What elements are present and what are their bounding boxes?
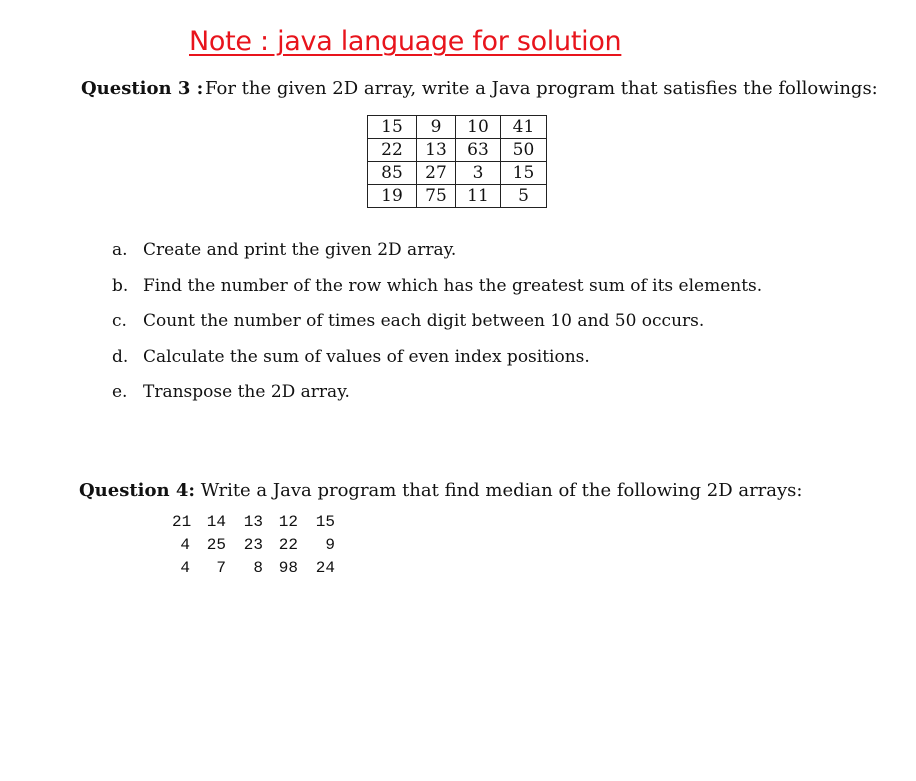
question-3-text: For the given 2D array, write a Java program that satisfies the followings: (205, 78, 878, 99)
matrix-cell: 3 (456, 162, 501, 185)
matrix-cell: 50 (501, 139, 547, 162)
matrix-cell: 75 (417, 185, 456, 208)
task-marker: e. (112, 382, 128, 402)
task-marker: b. (112, 275, 129, 296)
question-3-task-list (112, 240, 762, 418)
matrix-cell: 15 (501, 162, 547, 185)
array-value: 98 (278, 559, 298, 577)
list-item (112, 240, 762, 276)
task-marker: a. (112, 240, 128, 260)
matrix-cell: 41 (501, 116, 547, 139)
question-4-label: Question 4: (79, 480, 196, 501)
task-text: Transpose the 2D array. (143, 382, 350, 402)
array-value: 4 (180, 559, 190, 577)
matrix-cell: 19 (368, 185, 417, 208)
array-value: 9 (325, 536, 335, 554)
matrix-cell: 22 (368, 139, 417, 162)
array-value: 22 (278, 536, 298, 554)
question-3-label: Question 3 : (81, 78, 204, 99)
array-value: 23 (243, 536, 263, 554)
array-value: 13 (243, 513, 263, 531)
matrix-cell: 9 (417, 116, 456, 139)
array-value: 12 (278, 513, 298, 531)
question-3-matrix (367, 115, 547, 208)
array-value: 24 (315, 559, 335, 577)
list-item (112, 311, 762, 347)
array-value: 21 (172, 513, 192, 531)
matrix-row (368, 162, 547, 185)
task-marker: d. (112, 346, 129, 367)
matrix-row (368, 116, 547, 139)
array-value: 4 (180, 536, 190, 554)
matrix-cell: 11 (456, 185, 501, 208)
question-4 (79, 480, 803, 501)
matrix-cell: 5 (501, 185, 547, 208)
matrix-cell: 13 (417, 139, 456, 162)
matrix-row (368, 139, 547, 162)
array-row (172, 559, 335, 582)
list-item (112, 347, 762, 383)
question-4-array (172, 513, 335, 582)
list-item (112, 382, 762, 418)
note-heading: Note : java language for solution (189, 26, 622, 57)
matrix-cell: 10 (456, 116, 501, 139)
matrix-cell: 63 (456, 139, 501, 162)
matrix-cell: 27 (417, 162, 456, 185)
array-value: 14 (206, 513, 226, 531)
task-text: Count the number of times each digit between 10 and 50 occurs. (143, 311, 705, 331)
array-value: 25 (206, 536, 226, 554)
array-value: 8 (253, 559, 263, 577)
array-row (172, 536, 335, 559)
array-value: 15 (315, 513, 335, 531)
question-4-text: Write a Java program that find median of the following 2D arrays: (195, 480, 803, 501)
array-value: 7 (216, 559, 226, 577)
task-text: Find the number of the row which has the greatest sum of its elements. (143, 275, 763, 296)
matrix-row (368, 185, 547, 208)
task-text: Create and print the given 2D array. (143, 240, 457, 260)
question-3 (81, 78, 878, 99)
list-item (112, 276, 762, 312)
task-marker: c. (112, 311, 127, 331)
task-text: Calculate the sum of values of even index positions. (143, 346, 590, 367)
matrix-cell: 85 (368, 162, 417, 185)
array-row (172, 513, 335, 536)
matrix-cell: 15 (368, 116, 417, 139)
